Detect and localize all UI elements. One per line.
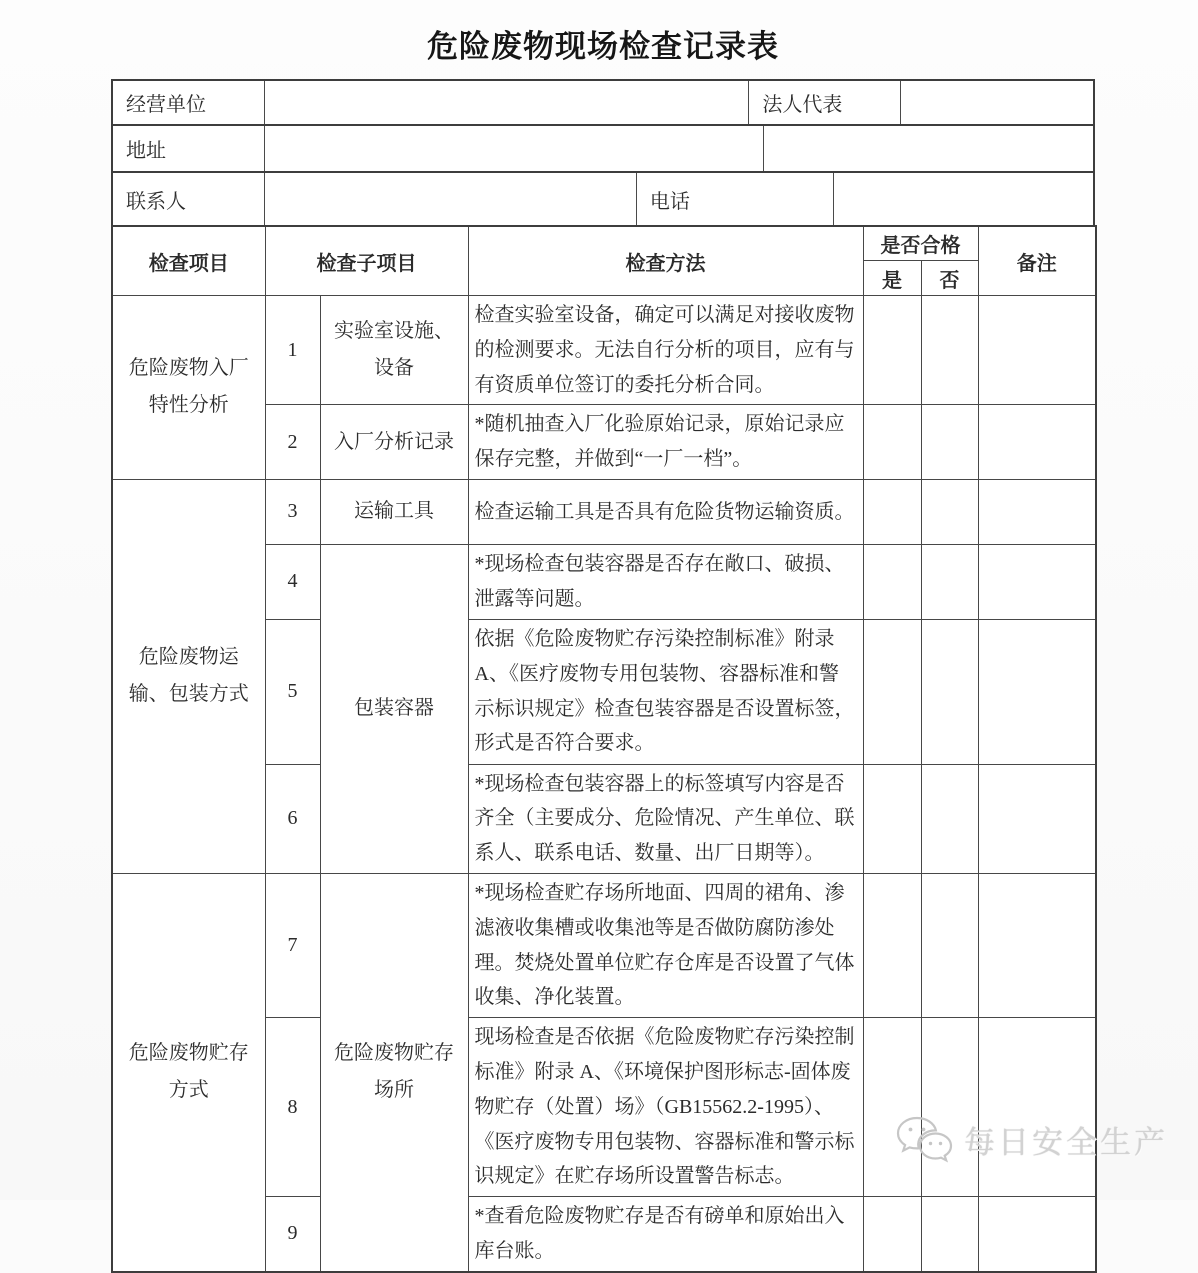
method-text: 检查运输工具是否具有危险货物运输资质。	[468, 479, 863, 544]
row-number: 5	[265, 619, 320, 764]
group-label-transport-packaging: 危险废物运输、包装方式	[112, 479, 265, 873]
subitem-lab-facilities: 实验室设施、设备	[320, 296, 468, 405]
row-number: 2	[265, 405, 320, 480]
method-text: 现场检查是否依据《危险废物贮存污染控制标准》附录 A、《环境保护图形标志-固体废物贮存（处置）场》（GB15562.2-1995）、《医疗废物专用包装物、容器标准和警示标识规定》在贮存场所设置警告标志。	[468, 1018, 863, 1197]
method-text: *现场检查贮存场所地面、四周的裙角、渗滤液收集槽或收集池等是否做防腐防渗处理。焚烧处置单位贮存仓库是否设置了气体收集、净化装置。	[468, 873, 863, 1017]
header-note: 备注	[978, 226, 1096, 296]
table-row-7	[112, 873, 1096, 1017]
info-table	[111, 79, 1095, 225]
no-cell	[921, 873, 978, 1017]
row-number: 8	[265, 1018, 320, 1197]
yes-cell	[863, 1197, 921, 1272]
yes-cell	[863, 873, 921, 1017]
info-row-contact	[113, 173, 1093, 225]
legal-rep-value-cell	[901, 81, 1093, 124]
no-cell	[921, 619, 978, 764]
yes-cell	[863, 1018, 921, 1197]
header-no: 否	[921, 261, 978, 296]
header-item: 检查项目	[112, 226, 265, 296]
yes-cell	[863, 544, 921, 619]
subitem-storage-site: 危险废物贮存场所	[320, 873, 468, 1271]
header-row-top	[112, 226, 1096, 261]
note-cell	[978, 764, 1096, 873]
address-label: 地址	[113, 126, 265, 171]
row-number: 4	[265, 544, 320, 619]
yes-cell	[863, 619, 921, 764]
note-cell	[978, 479, 1096, 544]
method-text: *现场检查包装容器是否存在敞口、破损、泄露等问题。	[468, 544, 863, 619]
note-cell	[978, 873, 1096, 1017]
subitem-packaging-containers: 包装容器	[320, 544, 468, 873]
note-cell	[978, 296, 1096, 405]
header-yes: 是	[863, 261, 921, 296]
no-cell	[921, 1018, 978, 1197]
table-row-1	[112, 296, 1096, 405]
address-extra-cell	[764, 126, 1093, 171]
method-text: 依据《危险废物贮存污染控制标准》附录 A、《医疗废物专用包装物、容器标准和警示标识规定》检查包装容器是否设置标签，形式是否符合要求。	[468, 619, 863, 764]
operator-label: 经营单位	[113, 81, 265, 124]
yes-cell	[863, 405, 921, 480]
note-cell	[978, 405, 1096, 480]
method-text: *随机抽查入厂化验原始记录，原始记录应保存完整，并做到“一厂一档”。	[468, 405, 863, 480]
no-cell	[921, 405, 978, 480]
method-text: *查看危险废物贮存是否有磅单和原始出入库台账。	[468, 1197, 863, 1272]
form-sheet	[111, 0, 1095, 1273]
form-title: 危险废物现场检查记录表	[427, 29, 779, 64]
no-cell	[921, 296, 978, 405]
yes-cell	[863, 764, 921, 873]
note-cell	[978, 1018, 1096, 1197]
legal-rep-label: 法人代表	[749, 81, 900, 124]
checklist-table	[111, 225, 1097, 1273]
contact-value-cell	[265, 173, 636, 225]
row-number: 7	[265, 873, 320, 1017]
method-text: *现场检查包装容器上的标签填写内容是否齐全（主要成分、危险情况、产生单位、联系人、联系电话、数量、出厂日期等）。	[468, 764, 863, 873]
operator-value-cell	[265, 81, 749, 124]
row-number: 3	[265, 479, 320, 544]
no-cell	[921, 479, 978, 544]
header-method: 检查方法	[468, 226, 863, 296]
phone-label: 电话	[637, 173, 834, 225]
no-cell	[921, 544, 978, 619]
group-label-storage: 危险废物贮存方式	[112, 873, 265, 1271]
header-pass: 是否合格	[863, 226, 978, 261]
group-label-intake-analysis: 危险废物入厂特性分析	[112, 296, 265, 480]
table-row-3	[112, 479, 1096, 544]
note-cell	[978, 1197, 1096, 1272]
subitem-intake-records: 入厂分析记录	[320, 405, 468, 480]
subitem-transport-tools: 运输工具	[320, 479, 468, 544]
no-cell	[921, 764, 978, 873]
watermark-text: 每日安全生产	[964, 1124, 1168, 1160]
yes-cell	[863, 296, 921, 405]
yes-cell	[863, 479, 921, 544]
note-cell	[978, 544, 1096, 619]
no-cell	[921, 1197, 978, 1272]
row-number: 1	[265, 296, 320, 405]
method-text: 检查实验室设备，确定可以满足对接收废物的检测要求。无法自行分析的项目，应有与有资质单位签订的委托分析合同。	[468, 296, 863, 405]
note-cell	[978, 619, 1096, 764]
contact-label: 联系人	[113, 173, 265, 225]
row-number: 9	[265, 1197, 320, 1272]
row-number: 6	[265, 764, 320, 873]
info-row-address	[113, 126, 1093, 173]
phone-value-cell	[834, 173, 1093, 225]
info-row-operator	[113, 81, 1093, 126]
address-value-cell	[265, 126, 764, 171]
header-subitem: 检查子项目	[265, 226, 468, 296]
